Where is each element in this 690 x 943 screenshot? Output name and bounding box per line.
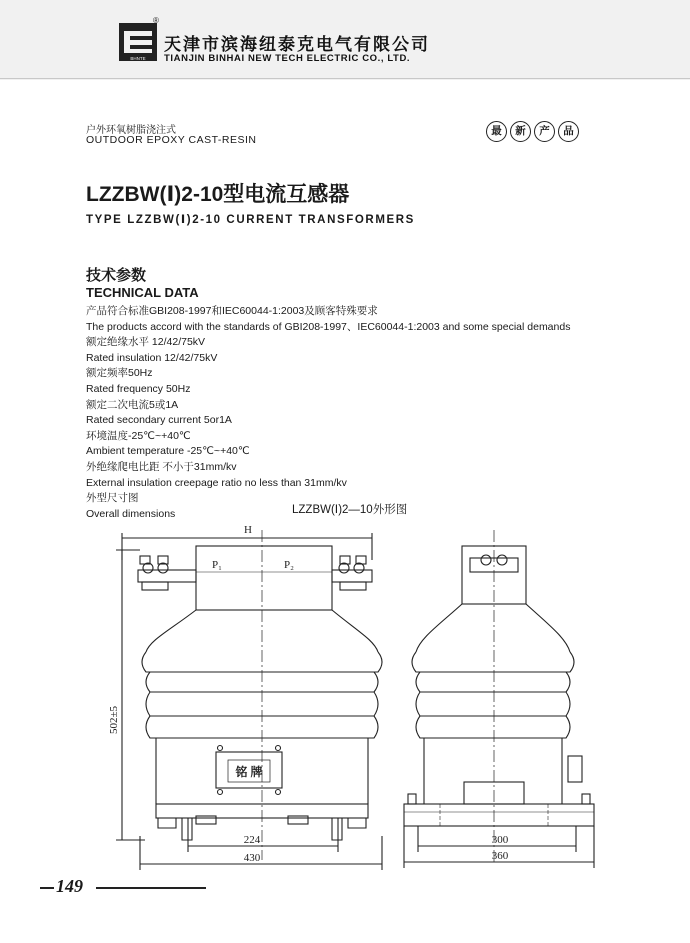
company-name-en: TIANJIN BINHAI NEW TECH ELECTRIC CO., LTD.	[164, 53, 411, 64]
company-name-cn: 天津市滨海纽泰克电气有限公司	[164, 35, 430, 54]
nameplate-label: 铭 牌	[235, 765, 263, 779]
badge-char: 产	[534, 121, 555, 142]
label-h: H	[244, 524, 252, 536]
spec-line: 环境温度-25℃~+40℃	[86, 429, 191, 442]
footer-rule	[96, 887, 206, 889]
dim-224: 224	[243, 834, 261, 846]
spec-line: The products accord with the standards of GBI208-1997、IEC60044-1:2003 and some special demands	[86, 320, 571, 333]
spec-line: 额定绝缘水平 12/42/75kV	[86, 336, 206, 349]
technical-heading-en: TECHNICAL DATA	[86, 285, 199, 300]
spec-line: Ambient temperature -25℃~+40℃	[86, 445, 250, 458]
spec-line: 产品符合标准GBI208-1997和IEC60044-1:2003及顾客特殊要求	[86, 305, 378, 317]
dim-360: 360	[491, 850, 509, 862]
product-title-cn: LZZBW(Ⅰ)2-10型电流互感器	[86, 183, 350, 206]
dim-300: 300	[491, 834, 509, 846]
category-cn: 户外环氧树脂浇注式	[86, 125, 176, 136]
new-product-badge	[486, 121, 579, 142]
technical-heading-cn: 技术参数	[86, 267, 147, 284]
spec-line: Overall dimensions	[86, 507, 176, 520]
badge-char: 最	[486, 121, 507, 142]
dim-430: 430	[243, 852, 261, 864]
spec-line: External insulation creepage ratio no less than 31mm/kv	[86, 476, 347, 489]
registered-mark: ®	[153, 16, 159, 25]
page-number: 149	[56, 876, 83, 896]
footer-dash	[40, 887, 54, 889]
label-height: 502±5	[108, 705, 120, 735]
technical-data-list	[86, 304, 570, 522]
label-p1: P₁	[212, 559, 222, 571]
spec-line: 外绝缘爬电比距 不小于31mm/kv	[86, 460, 237, 473]
spec-line: Rated frequency 50Hz	[86, 382, 191, 395]
overall-dimensions-drawing	[0, 520, 690, 880]
label-p2: P₂	[284, 559, 294, 571]
badge-char: 新	[510, 121, 531, 142]
drawing-title: LZZBW(Ⅰ)2—10外形图	[292, 504, 408, 516]
spec-line: Rated secondary current 5or1A	[86, 414, 232, 427]
header-divider	[0, 78, 690, 79]
spec-line: 额定二次电流5或1A	[86, 398, 179, 411]
spec-line: 额定频率50Hz	[86, 367, 153, 380]
spec-line: Rated insulation 12/42/75kV	[86, 351, 218, 364]
logo-text: BHNTE	[130, 56, 146, 61]
spec-line: 外型尺寸图	[86, 492, 139, 505]
company-logo-icon	[118, 22, 158, 62]
badge-char: 品	[558, 121, 579, 142]
product-title-en: TYPE LZZBW(Ⅰ)2-10 CURRENT TRANSFORMERS	[86, 214, 415, 226]
category-en: OUTDOOR EPOXY CAST-RESIN	[86, 134, 257, 146]
